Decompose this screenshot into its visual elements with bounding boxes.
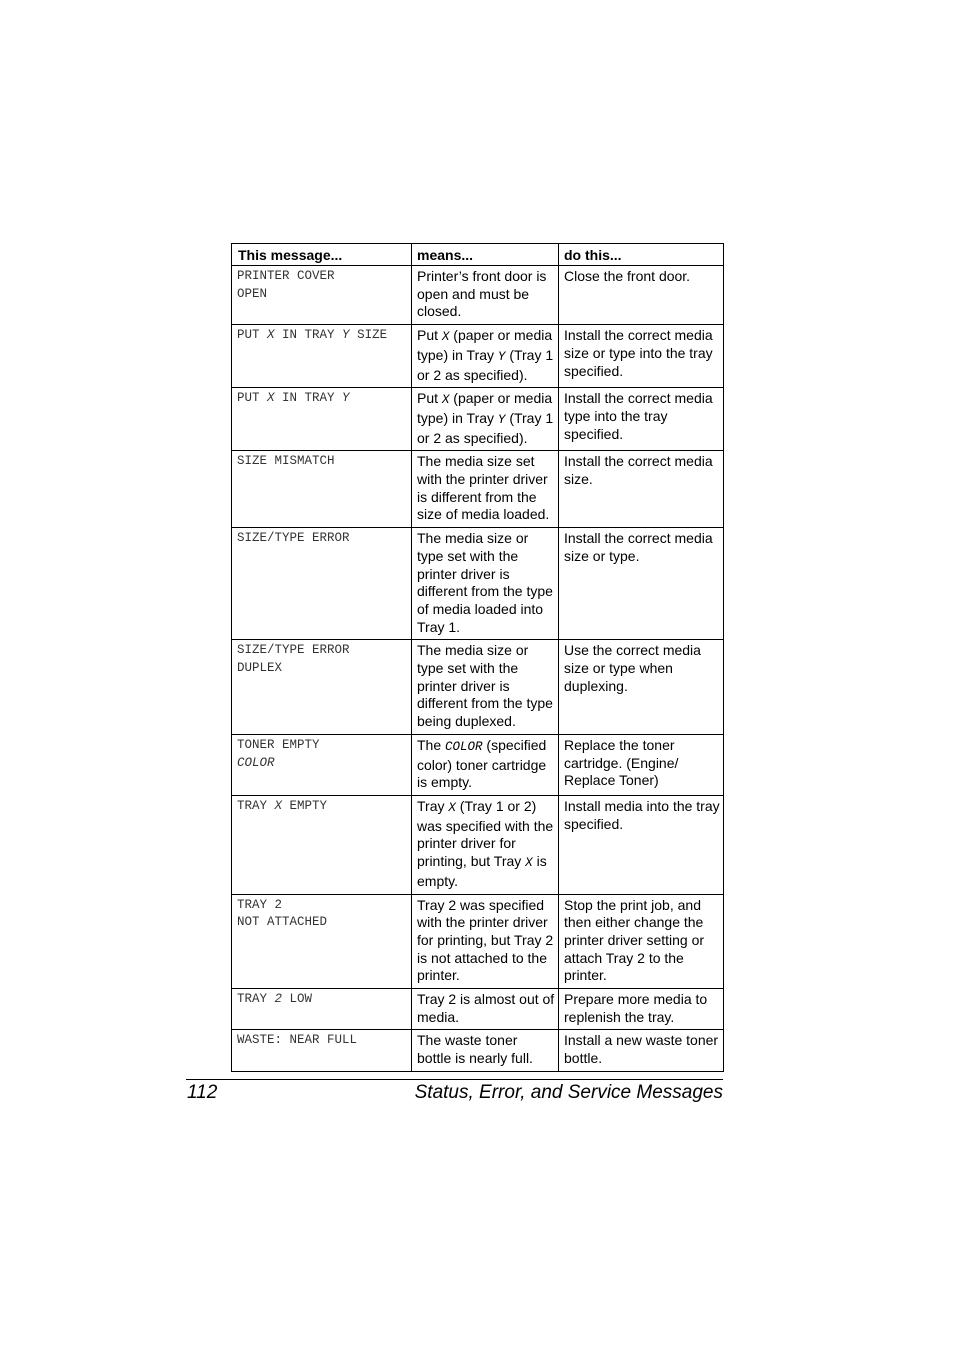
message-line: PRINTER COVER [237,269,335,283]
message-cell [232,734,412,795]
means-variable: Y [497,349,506,364]
means-text: is empty. [417,853,547,889]
means-variable: X [525,856,533,871]
message-cell [232,894,412,989]
header-message: This message... [232,244,412,266]
table-row [232,388,724,451]
message-cell [232,325,412,388]
message-text: PUT [237,391,268,406]
message-variable: Y [342,328,350,343]
message-cell [232,388,412,451]
message-cell [232,451,412,528]
means-cell [412,388,559,451]
message-cell [232,266,412,325]
message-cell [232,1030,412,1071]
means-cell [412,795,559,894]
action-cell: Close the front door. [559,266,724,325]
table-row [232,795,724,894]
action-cell: Use the correct media size or type when duplexing. [559,640,724,735]
action-cell: Install media into the tray specified. [559,795,724,894]
running-title: Status, Error, and Service Messages [414,1082,723,1103]
means-text: (paper or media type) in Tray [417,327,553,363]
footer-divider [186,1079,723,1080]
message-variable: X [267,391,275,406]
means-cell: Tray 2 is almost out of media. [412,989,559,1030]
action-cell: Replace the toner cartridge. (Engine/ Replace Toner) [559,734,724,795]
action-cell: Install the correct media size. [559,451,724,528]
message-line: SIZE/TYPE ERROR [237,643,350,658]
means-text: The [417,736,446,753]
message-cell [232,640,412,735]
means-variable: X [441,393,450,408]
table-row [232,528,724,640]
table-row [232,1030,724,1071]
means-variable: Y [497,412,506,427]
action-cell: Prepare more media to replenish the tray. [559,989,724,1030]
message-text: SIZE [349,328,388,343]
means-cell: The media size or type set with the printer driver is different from the type of media loaded into Tray 1. [412,528,559,640]
message-line: TRAY 2 [237,897,283,912]
means-cell: The waste toner bottle is nearly full. [412,1030,559,1071]
message-text: IN TRAY [274,391,343,406]
message-line: SIZE/TYPE ERROR [237,531,350,546]
means-variable: COLOR [445,739,483,754]
header-means: means... [412,244,559,266]
message-cell [232,989,412,1030]
means-text: Put [417,327,442,344]
message-text: IN TRAY [274,328,343,343]
means-variable: X [441,330,450,345]
table-row [232,640,724,735]
action-cell: Install the correct media size or type into the tray specified. [559,325,724,388]
means-cell [412,734,559,795]
table-row [232,734,724,795]
message-variable: Y [342,391,350,406]
means-cell: Printer’s front door is open and must be closed. [412,266,559,325]
means-text: (Tray 1 or 2 as specified). [417,409,554,446]
means-cell: Tray 2 was specified with the printer driver for printing, but Tray 2 is not attached to the printer. [412,894,559,989]
means-variable: X [448,800,456,815]
page-number: 112 [187,1082,218,1103]
message-variable: COLOR [237,755,275,770]
message-variable: X [267,328,275,343]
message-line: DUPLEX [237,661,283,676]
means-cell: The media size set with the printer driver is different from the size of media loaded. [412,451,559,528]
message-variable: 2 [274,992,283,1007]
means-cell: The media size or type set with the printer driver is different from the type being duplexed. [412,640,559,735]
message-text: TRAY [237,992,275,1007]
table-row [232,451,724,528]
header-action: do this... [559,244,724,266]
action-cell: Install the correct media size or type. [559,528,724,640]
means-text: Put [417,390,442,407]
message-text: TRAY [237,798,275,813]
status-messages-table [231,243,724,1072]
table-row [232,266,724,325]
message-text: PUT [237,328,268,343]
message-text: LOW [282,992,313,1007]
message-line: OPEN [237,286,268,301]
message-variable: X [274,798,283,813]
action-cell: Install a new waste toner bottle. [559,1030,724,1071]
message-line: SIZE MISMATCH [237,454,335,469]
means-text: (paper or media type) in Tray [417,390,553,426]
table-row [232,989,724,1030]
means-text: Tray [417,797,449,814]
means-text: (Tray 1 or 2 as specified). [417,346,554,383]
action-cell: Stop the print job, and then either change the printer driver setting or attach Tray 2 to the printer. [559,894,724,989]
means-text: (specified color) toner cartridge is empty. [417,736,547,791]
message-cell [232,528,412,640]
message-line: NOT ATTACHED [237,915,328,930]
table-row [232,894,724,989]
message-cell [232,795,412,894]
table-header-row [232,244,724,266]
action-cell: Install the correct media type into the tray specified. [559,388,724,451]
message-line: TONER EMPTY [237,737,320,752]
table-row [232,325,724,388]
means-cell [412,325,559,388]
means-text: (Tray 1 or 2) was specified with the printer driver for printing, but Tray [417,797,554,870]
message-line: WASTE: NEAR FULL [237,1033,358,1048]
message-text: EMPTY [282,798,328,813]
